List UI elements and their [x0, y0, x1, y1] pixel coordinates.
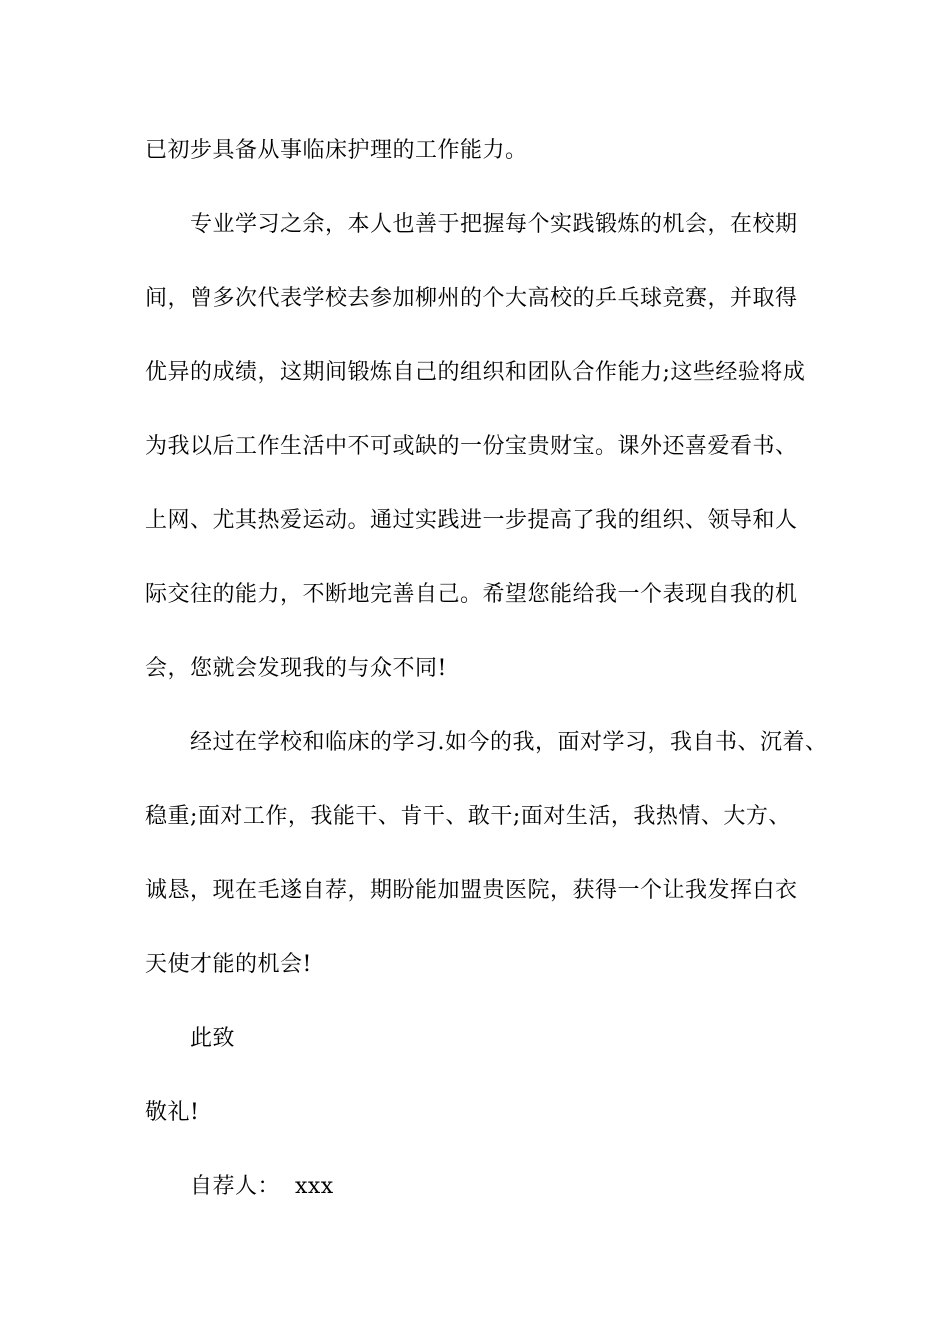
paragraph-line-3: 间，曾多次代表学校去参加柳州的个大高校的乒乓球竞赛，并取得 [145, 286, 798, 311]
paragraph-line-1: 已初步具备从事临床护理的工作能力。 [145, 138, 528, 163]
paragraph-line-9: 经过在学校和临床的学习.如今的我，面对学习，我自书、沉着、 [190, 730, 828, 755]
closing-regards: 敬礼! [145, 1100, 200, 1125]
signature-line: 自荐人： xxx [190, 1174, 334, 1199]
paragraph-line-10: 稳重;面对工作，我能干、肯干、敢干;面对生活，我热情、大方、 [145, 804, 791, 829]
paragraph-line-2: 专业学习之余，本人也善于把握每个实践锻炼的机会，在校期 [190, 212, 798, 237]
paragraph-line-4: 优异的成绩，这期间锻炼自己的组织和团队合作能力;这些经验将成 [145, 360, 806, 385]
paragraph-line-12: 天使才能的机会! [145, 952, 312, 977]
paragraph-line-11: 诚恳，现在毛遂自荐，期盼能加盟贵医院，获得一个让我发挥白衣 [145, 878, 798, 903]
closing-salutation: 此致 [190, 1026, 236, 1051]
paragraph-line-5: 为我以后工作生活中不可或缺的一份宝贵财宝。课外还喜爱看书、 [145, 434, 798, 459]
paragraph-line-7: 际交往的能力，不断地完善自己。希望您能给我一个表现自我的机 [145, 582, 798, 607]
paragraph-line-6: 上网、尤其热爱运动。通过实践进一步提高了我的组织、领导和人 [145, 508, 798, 533]
paragraph-line-8: 会，您就会发现我的与众不同! [145, 656, 447, 681]
